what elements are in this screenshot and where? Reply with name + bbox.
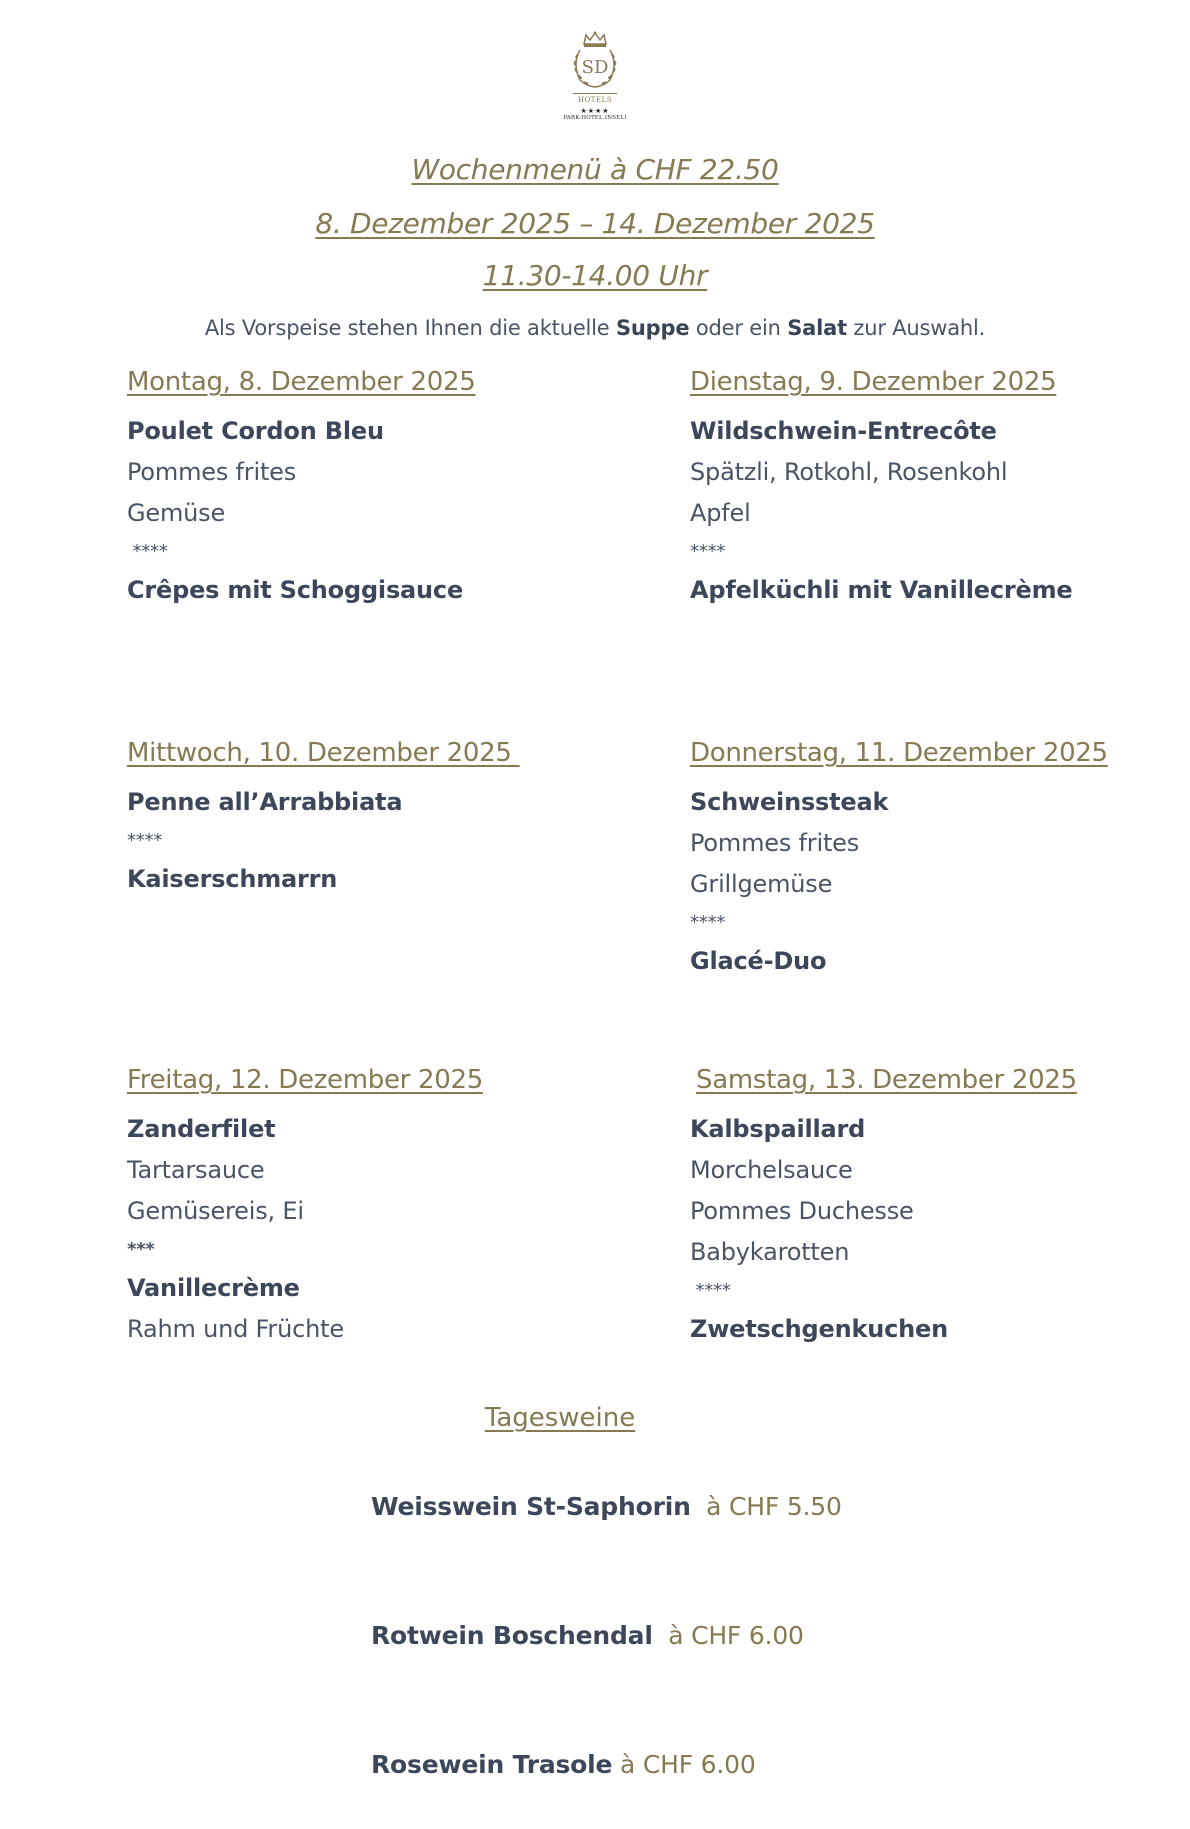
- dessert: Apfelküchli mit Vanillecrème: [690, 576, 1073, 604]
- wine-item: [340, 1700, 842, 1829]
- main-dish: Schweinssteak: [690, 788, 889, 816]
- menu-date-range-text: 8. Dezember 2025 – 14. Dezember 2025: [315, 207, 875, 240]
- side-dish: Apfel: [690, 499, 751, 527]
- day-menu-thursday: [690, 736, 1108, 982]
- starter-note-text: oder ein: [689, 316, 788, 340]
- main-dish: Wildschwein-Entrecôte: [690, 417, 997, 445]
- day-menu-saturday: [690, 1063, 1077, 1350]
- main-dish: Zanderfilet: [127, 1115, 276, 1143]
- course-separator: ****: [690, 541, 726, 562]
- wines-heading: [0, 1403, 1120, 1433]
- svg-text:SD: SD: [581, 57, 609, 78]
- side-dish: Gemüsereis, Ei: [127, 1197, 304, 1225]
- course-separator: ****: [690, 912, 726, 933]
- starter-salad: Salat: [787, 316, 847, 340]
- day-heading: Mittwoch, 10. Dezember 2025: [127, 738, 520, 768]
- dessert: Vanillecrème: [127, 1274, 300, 1302]
- wine-name: Rosewein Trasole: [371, 1750, 613, 1779]
- dessert: Glacé-Duo: [690, 947, 827, 975]
- day-heading: Donnerstag, 11. Dezember 2025: [690, 738, 1108, 768]
- dessert: Kaiserschmarrn: [127, 865, 338, 893]
- wine-name: Rotwein Boschendal: [371, 1621, 653, 1650]
- dessert: Zwetschgenkuchen: [690, 1315, 948, 1343]
- day-menu-tuesday: [690, 365, 1072, 611]
- menu-hours: [0, 259, 1190, 292]
- starter-note-text: zur Auswahl.: [846, 316, 986, 340]
- side-dish: Spätzli, Rotkohl, Rosenkohl: [690, 458, 1008, 486]
- hotel-logo: [560, 30, 630, 121]
- day-heading: Montag, 8. Dezember 2025: [127, 367, 476, 397]
- logo-property-name: PARK-HOTEL INSELI: [563, 115, 627, 121]
- day-heading: Samstag, 13. Dezember 2025: [696, 1065, 1077, 1095]
- dessert-accompaniment: Rahm und Früchte: [127, 1315, 344, 1343]
- menu-title-text: Wochenmenü à CHF 22.50: [411, 153, 779, 186]
- wines-heading-text: Tagesweine: [484, 1403, 636, 1433]
- day-menu-monday: [127, 365, 475, 611]
- starter-note-text: Als Vorspeise stehen Ihnen die aktuelle: [204, 316, 616, 340]
- dessert: Crêpes mit Schoggisauce: [127, 576, 464, 604]
- course-separator: ****: [127, 541, 168, 562]
- wine-item: [340, 1571, 842, 1700]
- day-heading: Dienstag, 9. Dezember 2025: [690, 367, 1057, 397]
- day-heading: Freitag, 12. Dezember 2025: [127, 1065, 483, 1095]
- course-separator: ****: [127, 830, 163, 851]
- main-dish: Poulet Cordon Bleu: [127, 417, 384, 445]
- wine-name: Weisswein St-Saphorin: [371, 1492, 691, 1521]
- side-dish: Pommes frites: [127, 458, 297, 486]
- starter-note: [0, 316, 1190, 340]
- course-separator: ****: [690, 1280, 731, 1301]
- main-dish: Kalbspaillard: [690, 1115, 866, 1143]
- main-dish: Penne all’Arrabbiata: [127, 788, 403, 816]
- logo-stars: ★★★★: [580, 107, 610, 115]
- side-dish: Babykarotten: [690, 1238, 850, 1266]
- course-separator: ***: [127, 1239, 155, 1260]
- logo-brand: HOTELS: [577, 96, 613, 104]
- menu-hours-text: 11.30-14.00 Uhr: [482, 259, 708, 292]
- wine-price: à CHF 6.00: [652, 1621, 804, 1650]
- menu-title: [0, 153, 1190, 186]
- logo-divider: [573, 93, 617, 94]
- side-dish: Morchelsauce: [690, 1156, 853, 1184]
- day-menu-friday: [127, 1063, 483, 1350]
- crown-laurel-monogram-icon: [566, 30, 624, 92]
- menu-date-range: [0, 207, 1190, 240]
- wine-price: à CHF 6.00: [612, 1750, 756, 1779]
- day-menu-wednesday: [127, 736, 520, 900]
- side-dish: Pommes Duchesse: [690, 1197, 914, 1225]
- wine-list: [340, 1442, 842, 1829]
- side-dish: Pommes frites: [690, 829, 860, 857]
- wine-price: à CHF 5.50: [690, 1492, 842, 1521]
- side-dish: Gemüse: [127, 499, 226, 527]
- side-dish: Tartarsauce: [127, 1156, 265, 1184]
- starter-soup: Suppe: [616, 316, 690, 340]
- side-dish: Grillgemüse: [690, 870, 833, 898]
- wine-item: [340, 1442, 842, 1571]
